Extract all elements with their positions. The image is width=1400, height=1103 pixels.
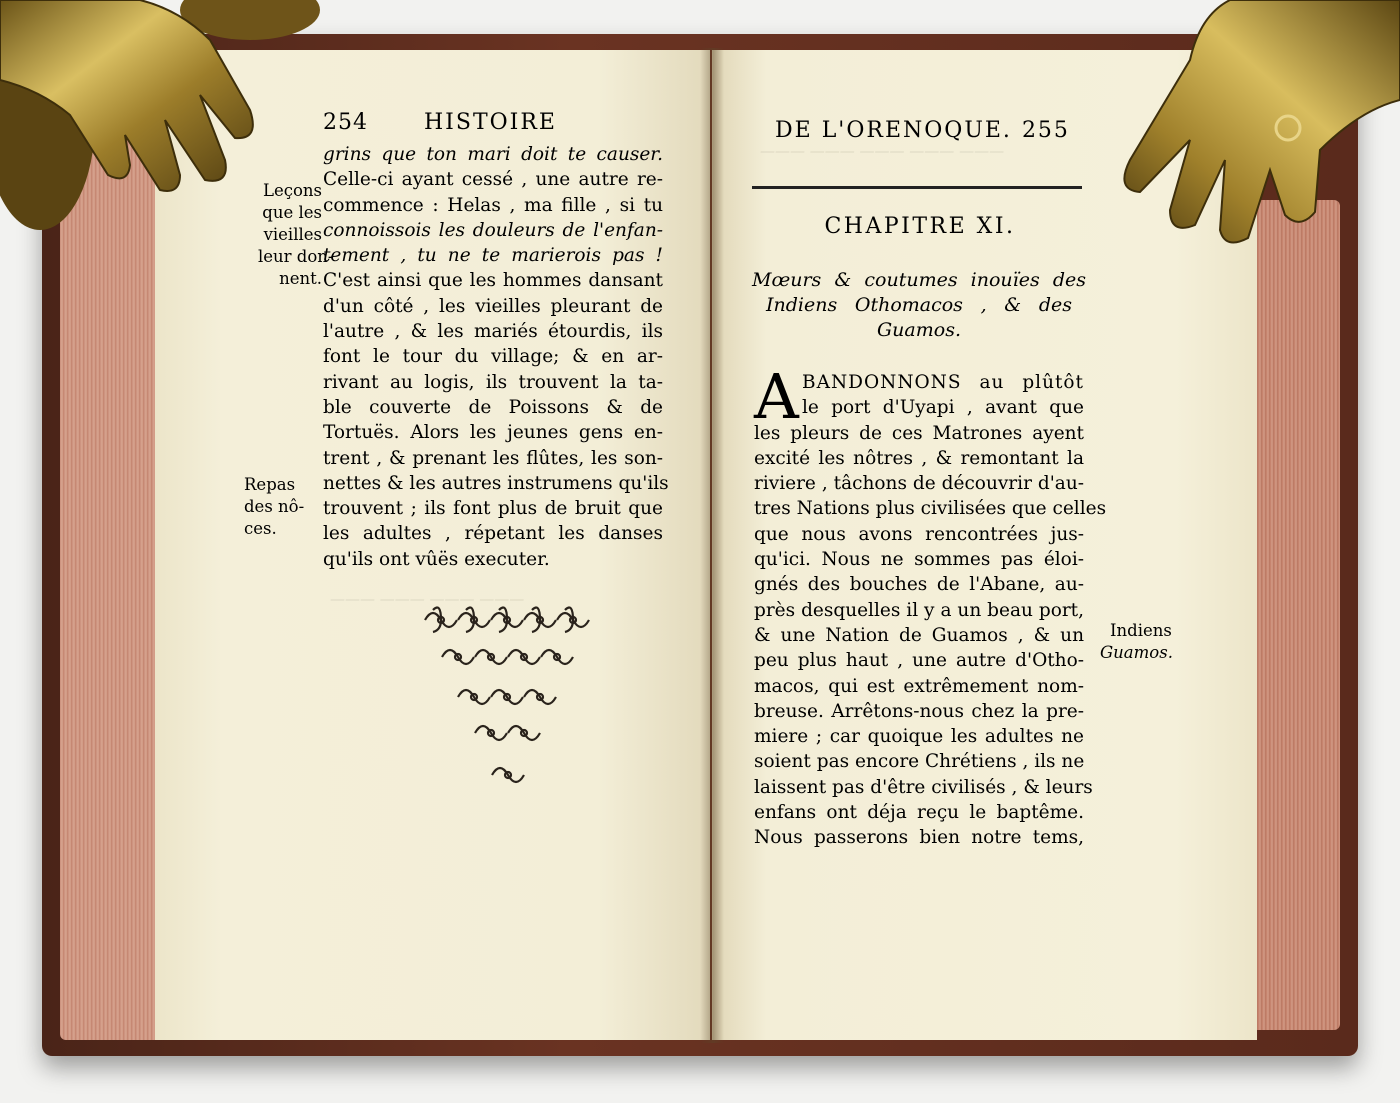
right-running-head	[775, 118, 1070, 143]
brass-hand-right-icon	[1110, 0, 1400, 250]
text-line: que nous avons rencontrées jus-	[754, 523, 1084, 545]
text-line: riviere , tâchons de découvrir d'au-	[754, 473, 1084, 495]
margin-note-indiens-guamos	[1100, 620, 1173, 664]
text-line: connoissois les douleurs de l'enfan-	[323, 219, 663, 241]
right-body-text	[754, 421, 1107, 851]
margin-note-line: Indiens	[1110, 621, 1172, 640]
text-line: macos, qui est extrêmement nom-	[754, 675, 1084, 697]
margin-note-line: leur don-	[258, 247, 334, 266]
right-running-title: DE L'ORENOQUE.	[775, 118, 1012, 143]
margin-note-line: Repas	[244, 475, 296, 494]
text-line: grins que ton mari doit te causer.	[323, 144, 663, 165]
chapter-rule	[752, 186, 1082, 189]
text-line: tement , tu ne te marierois pas !	[323, 245, 663, 267]
text-line: tres Nations plus civilisées que celles	[754, 498, 1107, 520]
left-page-edges	[60, 140, 170, 1040]
text-line: près desquelles il y a un beau port,	[754, 599, 1084, 621]
right-page-number: 255	[1021, 118, 1070, 143]
text-line: breuse. Arrêtons-nous chez la pre-	[754, 700, 1084, 722]
text-line: le port d'Uyapi , avant que	[802, 397, 1084, 419]
text-line: d'un côté , les vieilles pleurant de	[323, 295, 663, 317]
fleuron-icon	[458, 690, 556, 704]
text-line: C'est ainsi que les hommes dansant	[323, 270, 663, 292]
text-line: l'autre , & les mariés étourdis, ils	[323, 321, 663, 343]
chapter-title: CHAPITRE XI.	[824, 214, 1016, 239]
text-line: peu plus haut , une autre d'Otho-	[754, 650, 1084, 672]
margin-note-line: Guamos.	[1100, 643, 1173, 662]
text-line: excité les nôtres , & remontant la	[754, 447, 1084, 469]
text-line: commence : Helas , ma fille , si tu	[323, 194, 663, 216]
text-line: qu'ils ont vûës executer.	[323, 548, 550, 570]
left-page-number: 254	[323, 110, 368, 135]
fleuron-icon	[442, 650, 573, 664]
margin-note-line: vieilles	[263, 225, 322, 244]
left-body-text	[323, 142, 669, 572]
margin-note-line: que les	[262, 203, 322, 222]
text-line: ble couverte de Poissons & de	[323, 396, 663, 418]
text-line: nettes & les autres instrumens qu'ils	[323, 472, 669, 494]
text-line: enfans ont déja reçu le baptême.	[754, 802, 1084, 824]
text-line: trent , & prenant les flûtes, les son-	[323, 447, 663, 469]
brass-hand-left-icon	[0, 0, 320, 240]
text-line: miere ; car quoique les adultes ne	[754, 726, 1084, 748]
text-line: trouvent ; ils font plus de bruit que	[323, 498, 663, 520]
text-line: les pleurs de ces Matrones ayent	[754, 422, 1084, 444]
right-body-text-indented	[802, 370, 1084, 421]
text-line: font le tour du village; & en ar-	[323, 346, 663, 368]
margin-note-repas	[244, 474, 324, 540]
text-line: soient pas encore Chrétiens , ils ne	[754, 751, 1085, 773]
fleuron-icon	[425, 608, 589, 632]
fleuron-icon	[492, 768, 524, 782]
text-line: laissent pas d'être civilisés , & leurs	[754, 776, 1093, 798]
text-line: Nous passerons bien notre tems,	[754, 827, 1084, 849]
chapter-heading	[752, 268, 1086, 343]
text-line: qu'ici. Nous ne sommes pas éloi-	[754, 549, 1084, 571]
text-line: Tortuës. Alors les jeunes gens en-	[323, 422, 663, 444]
fleuron-icon	[475, 726, 540, 740]
drop-cap: A	[754, 360, 799, 433]
text-line: BANDONNONS au plûtôt	[802, 372, 1084, 393]
margin-note-line: nent.	[279, 269, 322, 288]
margin-note-line: des nô-	[244, 497, 305, 516]
text-line: Celle-ci ayant cessé , une autre re-	[323, 169, 663, 191]
text-line: les adultes , répetant les danses	[323, 523, 663, 545]
fleuron-ornament	[420, 600, 590, 800]
heading-line: Indiens Othomacos , & des	[766, 294, 1072, 316]
margin-note-line: ces.	[244, 519, 277, 538]
left-running-head	[323, 110, 557, 135]
left-running-title: HISTOIRE	[424, 110, 557, 135]
right-page-edges	[1250, 200, 1340, 1030]
show-through-texture: ——— ——— ——— ——— ———	[760, 142, 1005, 160]
margin-note-line: Leçons	[263, 181, 322, 200]
book-gutter	[700, 48, 724, 1043]
heading-line: Guamos.	[877, 319, 961, 341]
text-line: gnés des bouches de l'Abane, au-	[754, 574, 1084, 596]
heading-line: Mœurs & coutumes inouïes des	[752, 269, 1086, 291]
text-line: rivant au logis, ils trouvent la ta-	[323, 371, 663, 393]
text-line: & une Nation de Guamos , & un	[754, 624, 1084, 646]
show-through-texture: ——— ——— ——— ———	[330, 590, 525, 608]
